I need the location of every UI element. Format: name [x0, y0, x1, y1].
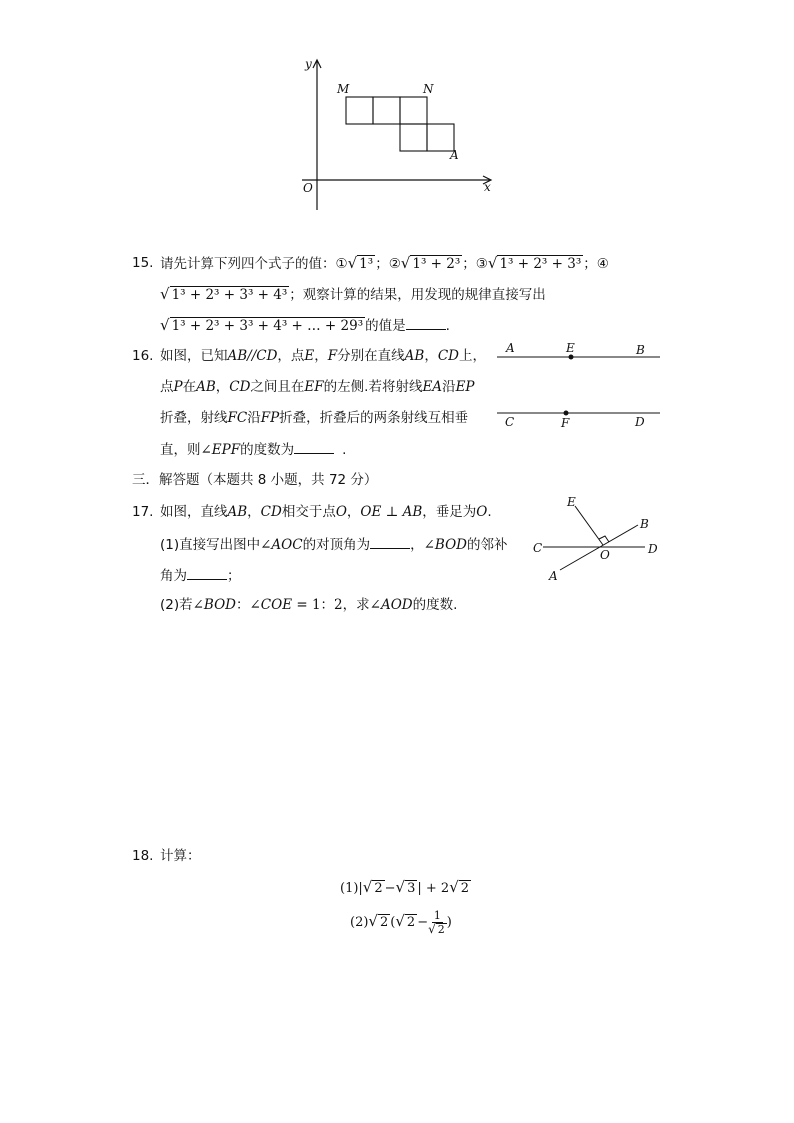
point-a-label: A — [450, 148, 459, 162]
point-f — [564, 411, 569, 416]
question-17-part-2: (2)若∠BOD：∠COE = 1：2，求∠AOD的度数. — [160, 597, 458, 613]
label-a: A — [549, 569, 558, 583]
question-number: 16. — [132, 348, 154, 364]
label-a: A — [506, 341, 515, 355]
point-m-label: M — [337, 82, 350, 96]
question-17-line-1: 如图，直线AB，CD相交于点O，OE ⊥ AB，垂足为O. — [160, 504, 492, 520]
radicand-3: 1³ + 2³ + 3³ — [499, 256, 582, 272]
y-axis-label: y — [305, 57, 312, 71]
question-15-line-2: √ 1³ + 2³ + 3³ + 4³ ；观察计算的结果，用发现的规律直接写出 — [160, 285, 546, 303]
radicand-1: 1³ — [359, 256, 374, 272]
label-e: E — [566, 341, 575, 355]
label-d: D — [635, 415, 645, 429]
label-e: E — [567, 495, 576, 509]
answer-blank[interactable] — [406, 315, 446, 330]
question-18-title: 计算： — [160, 848, 201, 864]
answer-blank[interactable] — [294, 439, 334, 454]
section-heading: 三．解答题（本题共 8 小题，共 72 分） — [132, 472, 378, 488]
label-o: O — [600, 548, 610, 562]
label-d: D — [648, 542, 658, 556]
point-e — [569, 355, 574, 360]
parallel-lines-figure — [495, 338, 665, 438]
question-number: 17. — [132, 504, 154, 520]
question-18-part-1: (1)|√ 2 −√ 3 | + 2√ 2 — [340, 878, 470, 896]
intersecting-lines-figure — [530, 492, 665, 587]
label-b: B — [636, 343, 645, 357]
x-axis-label: x — [484, 180, 491, 194]
question-17-part-1-cont: 角为 ； — [160, 565, 241, 586]
question-15-line-1: 请先计算下列四个式子的值：①√ 1³ ；②√ 1³ + 2³ ；③√ 1³ + 2³ + 3³ ；④ — [160, 254, 609, 272]
question-18-part-2: (2)√ 2 (√ 2 − $\frac{1}{√ 2}$ ) — [350, 908, 452, 936]
question-17-part-1: (1)直接写出图中∠AOC的对顶角为 ，∠BOD的邻补 — [160, 534, 507, 555]
question-15-line-3: √ 1³ + 2³ + 3³ + 4³ + … + 29³ 的值是 . — [160, 316, 450, 334]
point-n-label: N — [423, 82, 434, 96]
answer-blank[interactable] — [187, 565, 227, 580]
radicand-2: 1³ + 2³ — [412, 256, 461, 272]
ray-oe — [575, 506, 603, 545]
sqrt-sign: √ — [347, 254, 358, 272]
label-f: F — [561, 416, 570, 430]
answer-blank[interactable] — [370, 534, 410, 549]
question-16-line-4: 直，则∠EPF的度数为 . — [160, 439, 346, 460]
question-number: 15. — [132, 255, 154, 271]
question-16-line-1: 如图，已知AB//CD，点E，F分别在直线AB，CD上， — [160, 348, 486, 364]
question-16-line-3: 折叠，射线FC沿FP折叠，折叠后的两条射线互相垂 — [160, 410, 469, 426]
label-c: C — [533, 541, 543, 555]
radicand-4: 1³ + 2³ + 3³ + 4³ — [171, 287, 288, 303]
coordinate-grid-figure — [290, 55, 500, 215]
question-number: 18. — [132, 848, 154, 864]
origin-label: O — [303, 181, 313, 195]
grid-squares — [346, 97, 454, 151]
radicand-5: 1³ + 2³ + 3³ + 4³ + … + 29³ — [171, 318, 364, 334]
label-c: C — [505, 415, 515, 429]
fraction: $\frac{1}{√ 2}$ — [428, 908, 445, 936]
label-b: B — [640, 517, 649, 531]
question-16-line-2: 点P在AB，CD之间且在EF的左侧.若将射线EA沿EP — [160, 379, 475, 395]
